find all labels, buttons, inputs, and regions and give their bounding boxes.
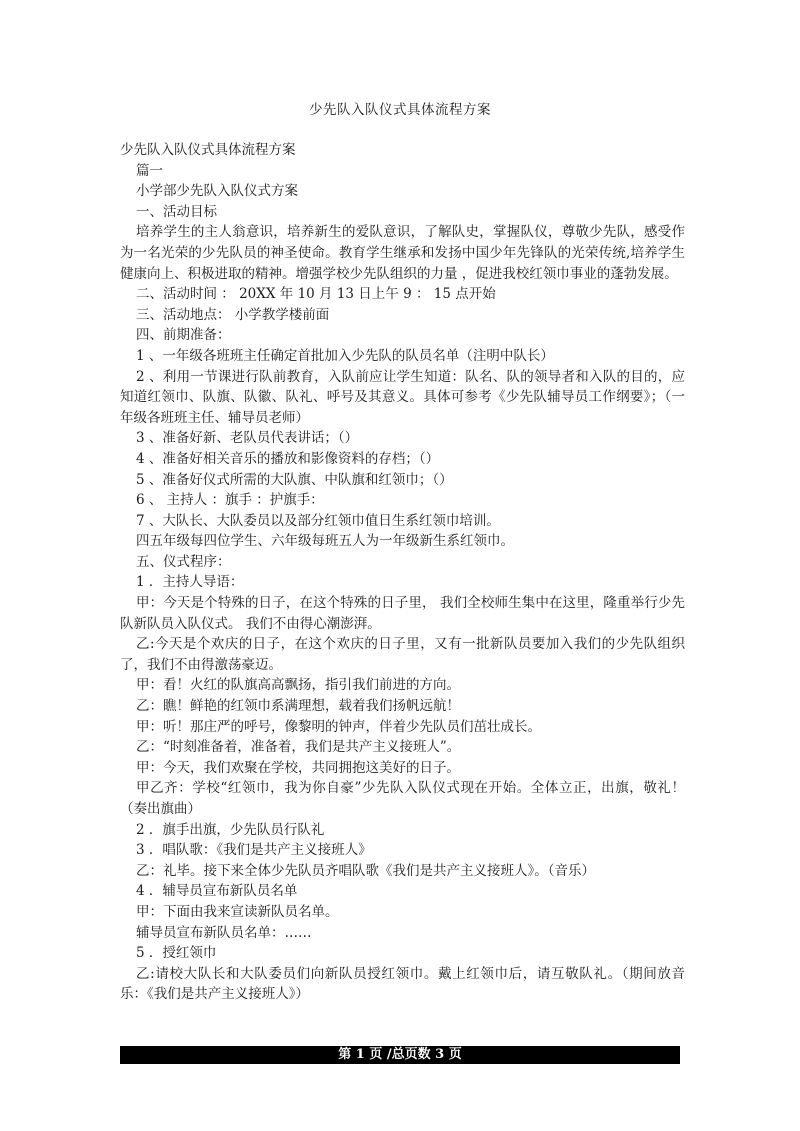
paragraph: 四、前期准备： xyxy=(136,327,231,344)
paragraph: 甲：下面由我来宣读新队员名单。 xyxy=(136,903,339,920)
paragraph: 乙：瞧！鲜艳的红领巾系满理想，载着我们扬帆远航！ xyxy=(136,698,460,715)
paragraph: 甲乙齐：学校“红领巾，我为你自豪”少先队入队仪式现在开始。全体立正，出旗，敬礼！（奏出旗曲） xyxy=(120,780,685,817)
paragraph: 3 、准备好新、老队员代表讲话；（） xyxy=(136,430,359,447)
paragraph: 甲：今天是个特殊的日子，在这个特殊的日子里， 我们全校师生集中在这里，隆重举行少先队新队员入队仪式。 我们不由得心潮澎湃。 xyxy=(120,595,685,632)
paragraph: 1 ．主持人导语： xyxy=(136,574,244,591)
paragraph: 3 ．唱队歌：《我们是共产主义接班人》 xyxy=(136,842,372,859)
paragraph: 乙：“时刻准备着，准备着，我们是共产主义接班人”。 xyxy=(136,739,461,756)
paragraph: 4 、准备好相关音乐的播放和影像资料的存档；（） xyxy=(136,450,440,467)
document-body xyxy=(120,140,685,1005)
paragraph: 乙：礼毕。接下来全体少先队员齐唱队歌《我们是共产主义接班人》。（音乐） xyxy=(136,862,595,879)
paragraph: 小学部少先队入队仪式方案 xyxy=(136,183,298,200)
paragraph: 二、活动时间 ： 20XX 年 10 月 13 日上午 9 ： 15 点开始 xyxy=(136,286,496,303)
paragraph: 甲：看！火红的队旗高高飘扬，指引我们前进的方向。 xyxy=(136,677,460,694)
page-footer: 第 1 页 /总页数 3 页 xyxy=(120,1046,680,1064)
paragraph: 篇一 xyxy=(136,162,163,179)
paragraph: 7 、大队长、大队委员以及部分红领巾值日生系红领巾培训。 xyxy=(136,512,500,529)
paragraph: 6 、 主持人 ：旗手 ：护旗手： xyxy=(136,492,324,509)
paragraph: 5 ．授红领巾 xyxy=(136,945,217,962)
paragraph: 2 、利用一节课进行队前教育，入队前应让学生知道：队名、队的领导者和入队的目的，应知道红领巾、队旗、队徽、队礼、呼号及其意义。具体可参考《少先队辅导员工作纲要》；（一年级各班班主任、辅导员老师） xyxy=(120,368,685,426)
paragraph: 一、活动目标 xyxy=(136,203,217,220)
paragraph: 乙:请校大队长和大队委员们向新队员授红领巾。戴上红领巾后，请互敬队礼。（期间放音乐：《我们是共产主义接班人》） xyxy=(120,965,685,1003)
paragraph: 三、活动地点： 小学教学楼前面 xyxy=(136,306,330,323)
paragraph: 五、仪式程序： xyxy=(136,553,231,570)
page-title: 少先队入队仪式具体流程方案 xyxy=(309,102,491,118)
paragraph: 2 ．旗手出旗，少先队员行队礼 xyxy=(136,821,325,838)
paragraph: 少先队入队仪式具体流程方案 xyxy=(120,142,296,158)
paragraph: 辅导员宣布新队员名单：…… xyxy=(136,924,312,941)
paragraph: 5 、准备好仪式所需的大队旗、中队旗和红领巾；（） xyxy=(136,471,453,488)
paragraph: 甲：今天，我们欢聚在学校，共同拥抱这美好的日子。 xyxy=(136,759,460,776)
paragraph: 乙:今天是个欢庆的日子，在这个欢庆的日子里，又有一批新队员要加入我们的少先队组织了，我们不由得激荡豪迈。 xyxy=(120,636,685,673)
paragraph: 4 ．辅导员宣布新队员名单 xyxy=(136,883,298,900)
paragraph: 1 、一年级各班班主任确定首批加入少先队的队员名单（注明中队长） xyxy=(136,347,554,364)
paragraph: 四五年级每四位学生、六年级每班五人为一年级新生系红领巾。 xyxy=(136,533,514,550)
paragraph: 培养学生的主人翁意识，培养新生的爱队意识，了解队史，掌握队仪，尊敬少先队，感受作为一名光荣的少先队员的神圣使命。教育学生继承和发扬中国少年先锋队的光荣传统,培养学生健康向上、积极进取的精神。增强学校少先队组织的力量 ，促进我校红领巾事业的蓬勃发展。 xyxy=(120,224,685,282)
paragraph: 甲：听！那庄严的呼号，像黎明的钟声，伴着少先队员们茁壮成长。 xyxy=(136,718,541,735)
